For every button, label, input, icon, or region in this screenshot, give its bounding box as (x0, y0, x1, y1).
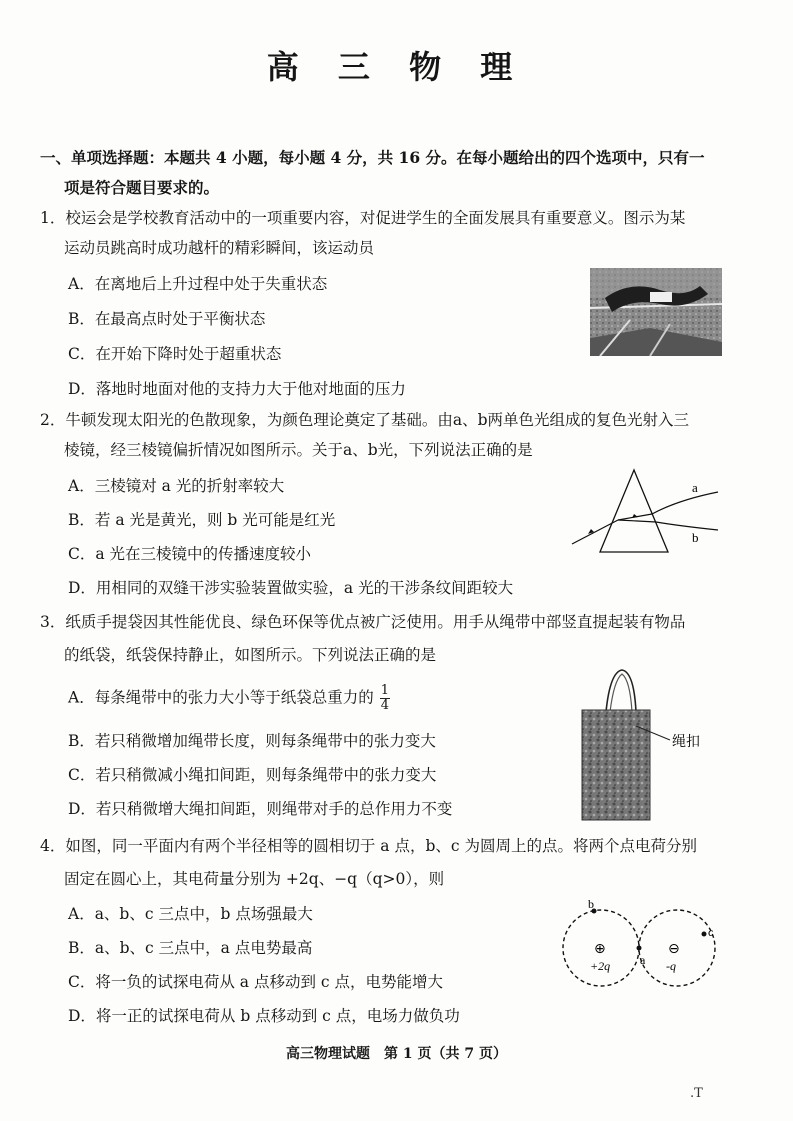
q2-option-c: C．a 光在三棱镜中的传播速度较小 (68, 545, 312, 563)
q4-option-d: D．将一正的试探电荷从 b 点移动到 c 点，电场力做负功 (68, 1007, 460, 1025)
q4-option-a: A．a、b、c 三点中，b 点场强最大 (68, 905, 313, 923)
fraction-denominator: 4 (380, 698, 389, 713)
q1-stem-line2: 运动员跳高时成功越杆的精彩瞬间，该运动员 (64, 239, 375, 257)
q2-option-b: B．若 a 光是黄光，则 b 光可能是红光 (68, 511, 336, 529)
negative-charge-icon: ⊖ (668, 941, 680, 957)
q2-option-a: A．三棱镜对 a 光的折射率较大 (68, 477, 285, 495)
q3-stem-line1: 3．纸质手提袋因其性能优良、绿色环保等优点被广泛使用。用手从绳带中部竖直提起装有物品 (40, 613, 686, 631)
ray-a-label: a (692, 480, 698, 495)
q1-stem-line1: 1．校运会是学校教育活动中的一项重要内容，对促进学生的全面发展具有重要意义。图示为某 (40, 209, 686, 227)
section-heading-line1: 一、单项选择题：本题共 4 小题，每小题 4 分，共 16 分。在每小题给出的四个选项中，只有一 (40, 148, 705, 167)
charge2-label: -q (666, 959, 676, 973)
high-jump-photo (590, 268, 722, 356)
q3-option-c: C．若只稍微减小绳扣间距，则每条绳带中的张力变大 (68, 766, 437, 784)
section-heading-line2: 项是符合题目要求的。 (64, 178, 220, 197)
point-c-label: c (708, 925, 714, 939)
q4-stem-line2: 固定在圆心上，其电荷量分别为 +2q、−q（q>0），则 (64, 870, 445, 888)
q3-option-a-text: A．每条绳带中的张力大小等于纸袋总重力的 (68, 688, 374, 707)
q1-option-c: C．在开始下降时处于超重状态 (68, 345, 282, 363)
positive-charge-icon: ⊕ (594, 941, 606, 957)
page-footer: 高三物理试题 第 1 页（共 7 页） (286, 1046, 507, 1062)
two-circles-charge-diagram (556, 898, 726, 998)
fraction (380, 684, 390, 713)
q1-option-d: D．落地时地面对他的支持力大于他对地面的压力 (68, 380, 406, 398)
q2-option-d: D．用相同的双缝干涉实验装置做实验，a 光的干涉条纹间距较大 (68, 579, 514, 597)
q2-stem-line1: 2．牛顿发现太阳光的色散现象，为颜色理论奠定了基础。由a、b两单色光组成的复色光射入三 (40, 411, 690, 429)
paper-bag-figure (572, 666, 722, 824)
q3-option-d: D．若只稍微增大绳扣间距，则绳带对手的总作用力不变 (68, 800, 453, 818)
prism-diagram (568, 466, 730, 558)
ray-b-label: b (692, 530, 699, 545)
q3-stem-line2: 的纸袋，纸袋保持静止，如图所示。下列说法正确的是 (64, 646, 437, 664)
q3-option-a (68, 684, 390, 713)
fraction-numerator: 1 (380, 683, 389, 698)
corner-mark: .T (690, 1086, 703, 1101)
point-a-label: a (640, 953, 646, 967)
q3-option-b: B．若只稍微增加绳带长度，则每条绳带中的张力变大 (68, 732, 436, 750)
q1-option-b: B．在最高点时处于平衡状态 (68, 310, 266, 328)
charge1-label: +2q (590, 959, 611, 973)
q2-stem-line2: 棱镜，经三棱镜偏折情况如图所示。关于a、b光，下列说法正确的是 (64, 441, 533, 459)
page-title: 高 三 物 理 (266, 48, 527, 86)
q1-option-a: A．在离地后上升过程中处于失重状态 (68, 275, 328, 293)
knot-label: 绳扣 (672, 734, 700, 750)
q4-stem-line1: 4．如图，同一平面内有两个半径相等的圆相切于 a 点，b、c 为圆周上的点。将两个点电荷分别 (40, 837, 697, 855)
q4-option-c: C．将一负的试探电荷从 a 点移动到 c 点，电势能增大 (68, 973, 443, 991)
point-b-label: b (588, 898, 594, 911)
q4-option-b: B．a、b、c 三点中，a 点电势最高 (68, 939, 313, 957)
